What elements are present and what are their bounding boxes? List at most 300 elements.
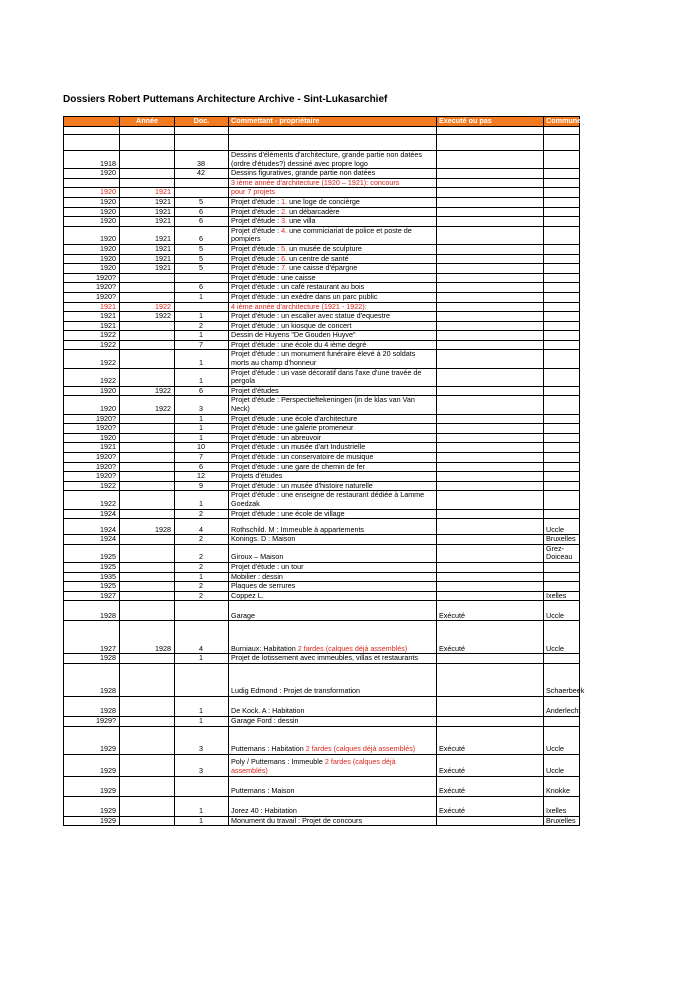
doc-count-cell: 10 [175,443,229,453]
doc-count-cell: 42 [175,169,229,179]
execute-cell [437,519,544,535]
commettant-cell: Poly / Puttemans : Immeuble 2 fardes (calques déjà assemblés) [229,754,437,776]
year-cell: 1929 [64,796,120,816]
execute-cell [437,302,544,312]
commettant-cell: Garage [229,601,437,621]
header-execute: Executé ou pas [437,117,544,127]
year-cell: 1920 [64,386,120,396]
commettant-cell: Giroux – Maison [229,544,437,562]
year-cell: 1928 [64,696,120,716]
commettant-cell: Projet d'étude : un exèdre dans un parc public [229,292,437,302]
annee-cell [120,582,175,592]
commettant-cell: Projets d'études [229,472,437,482]
table-row [64,754,580,776]
execute-cell: Exécuté [437,754,544,776]
annee-cell [120,776,175,796]
commune-cell [544,273,580,283]
commettant-cell: Projet d'étude : Perspectieftekeningen (in de klas van Van Neck) [229,396,437,414]
execute-cell: Exécuté [437,621,544,654]
commettant-cell: Coppez L. [229,591,437,601]
execute-cell [437,254,544,264]
empty-cell [64,127,120,135]
year-cell: 1922 [64,481,120,491]
doc-count-cell: 1 [175,414,229,424]
execute-cell [437,816,544,826]
doc-count-cell: 3 [175,754,229,776]
execute-cell [437,544,544,562]
execute-cell: Exécuté [437,776,544,796]
annee-cell: 1922 [120,386,175,396]
doc-count-cell: 5 [175,254,229,264]
table-row [64,816,580,826]
commettant-cell: Projet d'étude : une gare de chemin de fer [229,462,437,472]
commune-cell [544,302,580,312]
commune-cell [544,716,580,726]
execute-cell [437,414,544,424]
commune-cell [544,244,580,254]
commune-cell [544,368,580,386]
execute-cell [437,331,544,341]
execute-cell [437,572,544,582]
commune-cell [544,169,580,179]
project-number: 7. [281,263,288,273]
year-cell: 1918 [64,151,120,169]
annee-cell: 1921 [120,207,175,217]
execute-cell [437,663,544,696]
doc-count-cell: 6 [175,283,229,293]
commettant-cell: Projet d'étude : une école d'architecture [229,414,437,424]
year-cell: 1929 [64,754,120,776]
year-cell: 1920? [64,273,120,283]
commune-cell [544,582,580,592]
commettant-cell: Puttemans : Maison [229,776,437,796]
year-cell: 1928 [64,654,120,664]
doc-count-cell: 4 [175,621,229,654]
doc-count-cell [175,178,229,188]
table-row [64,621,580,654]
header-commettant: Commettant - propriétaire [229,117,437,127]
doc-count-cell: 1 [175,292,229,302]
execute-cell [437,472,544,482]
table-row [64,776,580,796]
year-cell: 1921 [64,443,120,453]
annee-cell [120,509,175,519]
annee-cell [120,601,175,621]
execute-cell [437,443,544,453]
execute-cell [437,151,544,169]
year-cell: 1920? [64,283,120,293]
commune-cell: Grez-Doiceau [544,544,580,562]
commune-cell: Bruxelles [544,816,580,826]
commune-cell [544,188,580,198]
doc-count-cell: 2 [175,509,229,519]
commune-cell: Ixelles [544,796,580,816]
commettant-cell: Ludig Edmond : Projet de transformation [229,663,437,696]
annee-cell [120,424,175,434]
document-title: Dossiers Robert Puttemans Architecture Archive - Sint-Lukasarchief [63,94,388,105]
year-cell: 1920 [64,169,120,179]
empty-cell [175,127,229,135]
project-number: 4. [281,225,288,235]
commettant-cell: Dessin de Huyens "De Gouden Huyve" [229,331,437,341]
commettant-cell: Projet d'étude : un musée d'art Industrielle [229,443,437,453]
commettant-cell: Projet d'étude : un tour [229,562,437,572]
execute-cell [437,321,544,331]
execute-cell [437,188,544,198]
commune-cell [544,414,580,424]
doc-count-cell: 1 [175,368,229,386]
commune-cell [544,340,580,350]
commettant-cell: Projet d'étude : un café restaurant au bois [229,283,437,293]
header-year [64,117,120,127]
annee-cell [120,135,175,151]
commune-cell: Bruxelles [544,535,580,545]
annee-cell [120,472,175,482]
commune-cell [544,562,580,572]
commune-cell [544,226,580,244]
annee-cell [120,591,175,601]
year-cell: 1922 [64,368,120,386]
year-cell: 1920 [64,207,120,217]
table-row [64,535,580,545]
doc-count-cell: 1 [175,331,229,341]
doc-count-cell: 6 [175,226,229,244]
execute-cell [437,562,544,572]
execute-cell [437,226,544,244]
execute-cell [437,207,544,217]
commettant-cell: Projet d'étude : un abreuvoir [229,433,437,443]
commettant-cell: Projet d'étude : 2. un débarcadère [229,207,437,217]
annee-cell: 1921 [120,226,175,244]
project-number: 1. [281,196,288,206]
commune-cell [544,264,580,274]
execute-cell: Exécuté [437,796,544,816]
doc-count-cell: 5 [175,264,229,274]
commune-cell: Ixelles [544,591,580,601]
annee-cell [120,481,175,491]
commettant-cell: Puttemans : Habitation 2 fardes (calques déjà assemblés) [229,726,437,754]
annee-cell [120,696,175,716]
execute-cell [437,197,544,207]
commettant-cell: Projet d'étude : un vase décoratif dans l'axe d'une travée de pergola [229,368,437,386]
annee-cell: 1921 [120,197,175,207]
commune-cell: Uccle [544,726,580,754]
commettant-cell: Dessins figuratives, grande partie non datées [229,169,437,179]
header-commune: Commune [544,117,580,127]
annee-cell [120,544,175,562]
year-cell: 1922 [64,340,120,350]
year-cell: 1922 [64,331,120,341]
table-row [64,716,580,726]
year-cell: 1927 [64,591,120,601]
table-row [64,726,580,754]
empty-cell [544,127,580,135]
doc-count-cell: 2 [175,582,229,592]
folder-note: 2 fardes (calques déjà assemblés) [295,643,408,653]
doc-count-cell: 1 [175,491,229,509]
doc-count-cell: 7 [175,340,229,350]
doc-count-cell: 1 [175,696,229,716]
empty-cell [120,127,175,135]
year-cell: 1921 [64,302,120,312]
commune-cell [544,433,580,443]
year-cell: 1920 [64,197,120,207]
execute-cell [437,481,544,491]
year-cell [64,135,120,151]
doc-count-cell: 1 [175,716,229,726]
year-cell: 1920? [64,424,120,434]
commune-cell [544,491,580,509]
year-cell: 1924 [64,509,120,519]
annee-cell [120,340,175,350]
table-row [64,696,580,716]
commune-cell [544,443,580,453]
doc-count-cell: 9 [175,481,229,491]
doc-count-cell: 2 [175,321,229,331]
annee-cell [120,816,175,826]
annee-cell: 1928 [120,621,175,654]
doc-count-cell: 2 [175,535,229,545]
execute-cell [437,273,544,283]
commune-cell [544,254,580,264]
execute-cell [437,340,544,350]
annee-cell [120,368,175,386]
commune-cell [544,283,580,293]
commune-cell [544,292,580,302]
annee-cell [120,462,175,472]
commettant-cell: Projet d'étude : 6. un centre de santé [229,254,437,264]
year-cell: 1920 [64,264,120,274]
year-cell: 1920? [64,462,120,472]
commune-cell [544,453,580,463]
table-row [64,509,580,519]
year-cell: 1928 [64,601,120,621]
commettant-cell: pour 7 projets [229,188,437,198]
commettant-cell: Projet d'études [229,386,437,396]
table-row [64,591,580,601]
annee-cell [120,350,175,368]
commettant-cell: Mobilier : dessin [229,572,437,582]
year-cell: 1928 [64,663,120,696]
execute-cell [437,396,544,414]
commettant-cell: Projet d'étude : un monument funéraire élevé à 20 soldats morts au champ d'honneur [229,350,437,368]
doc-count-cell: 1 [175,654,229,664]
commettant-cell: Jorez 40 : Habitation [229,796,437,816]
commune-cell [544,472,580,482]
doc-count-cell: 6 [175,207,229,217]
header-doc: Doc. [175,117,229,127]
execute-cell: Exécuté [437,601,544,621]
execute-cell [437,424,544,434]
year-cell: 1925 [64,562,120,572]
doc-count-cell: 3 [175,726,229,754]
commune-cell: Anderlecht [544,696,580,716]
commune-cell [544,386,580,396]
commettant-cell: Projet d'étude : un kiosque de concert [229,321,437,331]
commune-cell [544,509,580,519]
year-cell: 1929 [64,726,120,754]
annee-cell [120,321,175,331]
doc-count-cell: 6 [175,217,229,227]
commune-cell [544,197,580,207]
annee-cell: 1928 [120,519,175,535]
table-row [64,572,580,582]
commune-cell: Uccle [544,621,580,654]
execute-cell [437,453,544,463]
commettant-cell: Projet d'étude : une école du 4 ième degré [229,340,437,350]
commune-cell [544,396,580,414]
folder-note: 2 fardes (calques déjà assemblés) [303,743,416,753]
execute-cell [437,491,544,509]
table-row [64,582,580,592]
commettant-cell: Projet d'étude : un conservatoire de musique [229,453,437,463]
annee-cell: 1922 [120,302,175,312]
annee-cell [120,331,175,341]
year-cell: 1920? [64,453,120,463]
year-cell: 1935 [64,572,120,582]
annee-cell [120,796,175,816]
year-cell: 1922 [64,350,120,368]
year-cell: 1927 [64,621,120,654]
doc-count-cell: 1 [175,572,229,582]
annee-cell: 1921 [120,188,175,198]
doc-count-cell: 5 [175,197,229,207]
doc-count-cell: 5 [175,244,229,254]
commune-cell [544,207,580,217]
commune-cell: Uccle [544,754,580,776]
doc-count-cell [175,663,229,696]
empty-cell [229,127,437,135]
doc-count-cell: 2 [175,544,229,562]
table-body [64,127,585,826]
table-row [64,350,580,368]
table-row [64,654,580,664]
commettant-cell: 4 ième année d'architecture (1921 - 1922): [229,302,437,312]
execute-cell [437,535,544,545]
doc-count-cell [175,135,229,151]
table-row [64,601,580,621]
header-annee: Année [120,117,175,127]
commettant-cell: Garage Ford : dessin [229,716,437,726]
table-row [64,396,580,414]
commettant-cell: Projet d'étude : une caisse [229,273,437,283]
project-number: 2. [281,206,288,216]
commettant-cell: Projet d'étude : 1. une loge de concièrge [229,197,437,207]
table-row [64,178,580,188]
spacer-row [64,127,580,135]
commune-cell: Uccle [544,519,580,535]
annee-cell [120,443,175,453]
execute-cell [437,696,544,716]
year-cell: 1925 [64,544,120,562]
doc-count-cell: 1 [175,312,229,322]
year-cell: 1920 [64,226,120,244]
annee-cell: 1921 [120,217,175,227]
year-cell: 1920 [64,244,120,254]
execute-cell [437,292,544,302]
commettant-cell: 3 ième année d'architecture (1920 – 1921): concours [229,178,437,188]
annee-cell: 1921 [120,244,175,254]
doc-count-cell: 1 [175,433,229,443]
table-row [64,264,580,274]
table-row [64,368,580,386]
doc-count-cell: 6 [175,462,229,472]
table-row [64,663,580,696]
doc-count-cell: 3 [175,396,229,414]
execute-cell [437,217,544,227]
commettant-cell: Projet d'étude : une galerie promeneur [229,424,437,434]
commune-cell [544,481,580,491]
execute-cell [437,386,544,396]
commettant-cell: Projet d'étude : un musée d'histoire naturelle [229,481,437,491]
commune-cell [544,312,580,322]
year-cell: 1924 [64,535,120,545]
folder-note: 2 fardes (calques déjà assemblés) [231,757,396,775]
year-cell: 1929 [64,816,120,826]
commune-cell [544,321,580,331]
year-cell: 1920? [64,414,120,424]
annee-cell [120,716,175,726]
execute-cell [437,368,544,386]
execute-cell [437,244,544,254]
annee-cell [120,663,175,696]
table-row [64,207,580,217]
execute-cell [437,178,544,188]
commettant-cell: Plaques de serrures [229,582,437,592]
commettant-cell: Projet d'étude : 3. une villa [229,217,437,227]
commune-cell [544,151,580,169]
project-number: 3. [281,216,288,226]
commune-cell [544,654,580,664]
execute-cell [437,264,544,274]
annee-cell: 1922 [120,312,175,322]
archive-table [63,116,585,826]
annee-cell [120,433,175,443]
year-cell: 1920 [64,188,120,198]
doc-count-cell: 7 [175,453,229,463]
commune-cell: Uccle [544,601,580,621]
annee-cell [120,292,175,302]
commettant-cell: Monument du travail : Projet de concours [229,816,437,826]
table-row [64,562,580,572]
table-row [64,519,580,535]
annee-cell [120,283,175,293]
doc-count-cell: 1 [175,350,229,368]
execute-cell [437,509,544,519]
annee-cell [120,654,175,664]
doc-count-cell: 2 [175,591,229,601]
table-row [64,135,580,151]
annee-cell [120,726,175,754]
commune-cell [544,135,580,151]
doc-count-cell: 4 [175,519,229,535]
commettant-cell [229,135,437,151]
annee-cell [120,572,175,582]
year-cell: 1920 [64,217,120,227]
year-cell: 1921 [64,321,120,331]
commune-cell [544,462,580,472]
commune-cell [544,217,580,227]
doc-count-cell [175,776,229,796]
annee-cell [120,491,175,509]
annee-cell [120,414,175,424]
commettant-cell: Projet de lotissement avec immeubles, villas et restaurants [229,654,437,664]
commune-cell [544,350,580,368]
doc-count-cell: 2 [175,562,229,572]
commune-cell [544,331,580,341]
doc-count-cell [175,601,229,621]
table-row [64,544,580,562]
